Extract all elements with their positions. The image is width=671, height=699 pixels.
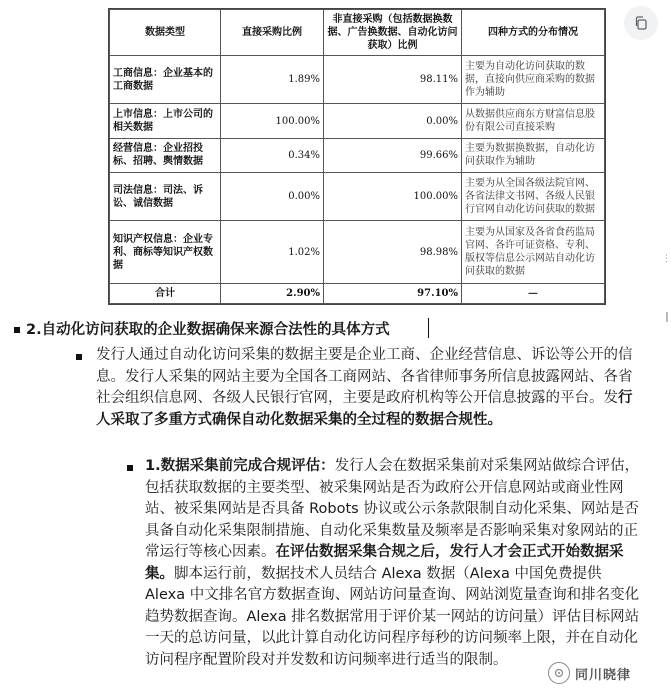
paragraph-bold-text: 1.数据采集前完成合规评估： <box>145 458 335 474</box>
cell-direct: 0.00% <box>221 172 324 220</box>
cell-type: 工商信息：企业基本的工商数据 <box>110 56 221 104</box>
cell-indirect: 100.00% <box>324 172 462 220</box>
cell-total-direct: 2.90% <box>221 284 324 304</box>
paragraph-text: 发行人通过自动化访问采集的数据主要是企业工商、企业经营信息、诉讼等公开的信息。发行人采集的网站主要为全国各工商网站、各省律师事务所信息披露网站、各省社会组织信息网、各级人民银行官网，主要是政府机构等公开信息披露的平台。发 <box>96 347 633 406</box>
data-source-table <box>109 9 605 304</box>
cell-direct: 100.00% <box>221 104 324 138</box>
data-table-image <box>108 8 606 305</box>
scrollbar-thumb[interactable] <box>666 312 668 322</box>
cell-indirect: 98.98% <box>324 221 462 284</box>
cell-type: 上市信息：上市公司的相关数据 <box>110 104 221 138</box>
paragraph-bold-text: 行人采取了多重方式确保自动化数据采集的全过程的数据合规性。 <box>96 390 633 428</box>
watermark <box>548 660 664 686</box>
cell-type: 经营信息：企业招投标、招聘、舆情数据 <box>110 138 221 172</box>
bullet-square-icon <box>76 354 82 360</box>
table-row <box>110 56 605 104</box>
bullet-square-icon <box>127 465 133 471</box>
table-total-row <box>110 284 605 304</box>
copy-button[interactable] <box>624 6 658 40</box>
cell-direct: 1.02% <box>221 221 324 284</box>
table-row <box>110 104 605 138</box>
header-direct-ratio: 直接采购比例 <box>221 10 324 56</box>
cell-distribution: 从数据供应商东方财富信息股 份有限公司直接采购 <box>462 104 605 138</box>
paragraph-compliance-assessment <box>145 456 645 671</box>
bullet-square-icon <box>14 327 20 333</box>
header-indirect-ratio: 非直接采购（包括数据换数据、广告换数据、自动化访问获取）比例 <box>324 10 462 56</box>
header-data-type: 数据类型 <box>110 10 221 56</box>
cell-indirect: 0.00% <box>324 104 462 138</box>
cell-type: 知识产权信息：企业专利、商标等知识产权数据 <box>110 221 221 284</box>
cell-indirect: 99.66% <box>324 138 462 172</box>
cell-total-indirect: 97.10% <box>324 284 462 304</box>
scroll-indicator[interactable]: ⋮ <box>662 254 671 264</box>
cell-distribution: 主要为自动化访问获取的数 据，直接向供应商采购的数据 作为辅助 <box>462 56 605 104</box>
paragraph-bold-text: 在评估数据采集合规之后，发行人才会正式开始数据采集。 <box>145 544 624 582</box>
cell-total-distribution: — <box>462 284 605 304</box>
cell-indirect: 98.11% <box>324 56 462 104</box>
table-row <box>110 172 605 220</box>
table-row <box>110 221 605 284</box>
text-cursor <box>428 318 429 338</box>
cell-distribution: 主要为从全国各级法院官网、 各省法律文书网、各级人民银 行官网自动化访问获取的数据 <box>462 172 605 220</box>
paragraph-text: 发行人会在数据采集前对采集网站做综合评估，包括获取数据的主要类型、被采集网站是否为政府公开信息网站或商业性网站、被采集网站是否具备 Robots 协议或公示条款限制自动化采集、网站是否具备自动化采集限制措施、自动化采集数量及频率是否影响采集对象网站的正常运行等核心因素。 <box>145 458 640 560</box>
header-distribution: 四种方式的分布情况 <box>462 10 605 56</box>
paragraph-overview <box>96 345 644 431</box>
section-heading: 2.自动化访问获取的企业数据确保来源合法性的具体方式 <box>26 322 390 338</box>
cell-distribution: 主要为从国家及各省食药监局 官网、各许可证资格、专利、 版权等信息公示网站自动化访 问获取的数据 <box>462 221 605 284</box>
cell-distribution: 主要为数据换数据，自动化访 问获取作为辅助 <box>462 138 605 172</box>
table-row <box>110 138 605 172</box>
watermark-logo-icon <box>548 662 570 684</box>
cell-direct: 1.89% <box>221 56 324 104</box>
copy-icon <box>633 15 649 31</box>
cell-direct: 0.34% <box>221 138 324 172</box>
watermark-text: 同川晓律 <box>575 667 632 683</box>
cell-total-label: 合计 <box>110 284 221 304</box>
table-header-row <box>110 10 605 56</box>
paragraph-text: 脚本运行前，数据技术人员结合 Alexa 数据（Alexa 中国免费提供 Alexa 中文排名官方数据查询、网站访问量查询、网站浏览量查询和排名变化趋势数据查询。Alexa 排名数据常用于评价某一网站的访问量）评估目标网站一天的总访问量，以此计算自动化访问程序每秒的访问频率上限，并在自动化访问程序配置阶段对并发数和访问频率进行适当的限制。 <box>145 565 640 668</box>
cell-type: 司法信息：司法、诉讼、诚信数据 <box>110 172 221 220</box>
